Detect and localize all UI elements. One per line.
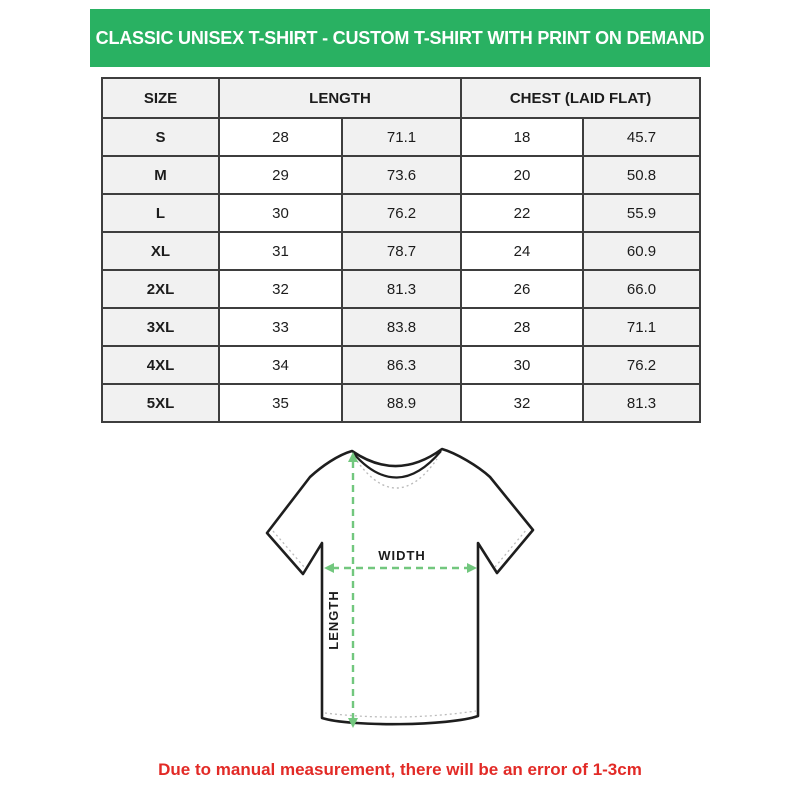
chest-cm-cell: 45.7 — [583, 118, 700, 156]
length-cm-cell: 83.8 — [342, 308, 461, 346]
chest-in-cell: 20 — [461, 156, 583, 194]
table-row — [102, 384, 700, 422]
length-label: LENGTH — [326, 590, 341, 650]
length-in-cell: 35 — [219, 384, 342, 422]
page-title: CLASSIC UNISEX T-SHIRT - CUSTOM T-SHIRT WITH PRINT ON DEMAND — [95, 27, 705, 48]
length-in-cell: 33 — [219, 308, 342, 346]
size-cell: 2XL — [102, 270, 219, 308]
table-row — [102, 346, 700, 384]
chest-cm-cell: 81.3 — [583, 384, 700, 422]
table-row — [102, 156, 700, 194]
chest-cm-cell: 71.1 — [583, 308, 700, 346]
size-cell: L — [102, 194, 219, 232]
size-cell: XL — [102, 232, 219, 270]
title-banner — [90, 9, 710, 67]
size-cell: M — [102, 156, 219, 194]
length-cm-cell: 86.3 — [342, 346, 461, 384]
length-in-cell: 34 — [219, 346, 342, 384]
length-cm-cell: 78.7 — [342, 232, 461, 270]
tshirt-diagram-svg — [250, 430, 550, 750]
col-header-size: SIZE — [102, 78, 219, 118]
chest-in-cell: 26 — [461, 270, 583, 308]
table-row — [102, 232, 700, 270]
tshirt-outline — [267, 449, 533, 724]
table-row — [102, 270, 700, 308]
chest-cm-cell: 55.9 — [583, 194, 700, 232]
chest-in-cell: 18 — [461, 118, 583, 156]
length-cm-cell: 71.1 — [342, 118, 461, 156]
chest-in-cell: 28 — [461, 308, 583, 346]
chest-in-cell: 30 — [461, 346, 583, 384]
length-in-cell: 30 — [219, 194, 342, 232]
size-cell: 4XL — [102, 346, 219, 384]
chest-in-cell: 24 — [461, 232, 583, 270]
chest-cm-cell: 76.2 — [583, 346, 700, 384]
chest-in-cell: 32 — [461, 384, 583, 422]
tshirt-diagram — [250, 430, 550, 750]
table-row — [102, 194, 700, 232]
length-in-cell: 29 — [219, 156, 342, 194]
chest-cm-cell: 50.8 — [583, 156, 700, 194]
length-cm-cell: 81.3 — [342, 270, 461, 308]
col-header-length: LENGTH — [219, 78, 461, 118]
chest-cm-cell: 66.0 — [583, 270, 700, 308]
measurement-note: Due to manual measurement, there will be an error of 1-3cm — [158, 760, 642, 779]
size-cell: S — [102, 118, 219, 156]
length-in-cell: 32 — [219, 270, 342, 308]
table-row — [102, 118, 700, 156]
size-cell: 3XL — [102, 308, 219, 346]
length-in-cell: 28 — [219, 118, 342, 156]
header-row — [102, 78, 700, 118]
chest-cm-cell: 60.9 — [583, 232, 700, 270]
length-cm-cell: 76.2 — [342, 194, 461, 232]
length-cm-cell: 73.6 — [342, 156, 461, 194]
length-cm-cell: 88.9 — [342, 384, 461, 422]
size-cell: 5XL — [102, 384, 219, 422]
col-header-chest: CHEST (LAID FLAT) — [461, 78, 700, 118]
length-in-cell: 31 — [219, 232, 342, 270]
size-table — [101, 77, 701, 423]
width-label: WIDTH — [378, 548, 426, 563]
table-row — [102, 308, 700, 346]
chest-in-cell: 22 — [461, 194, 583, 232]
